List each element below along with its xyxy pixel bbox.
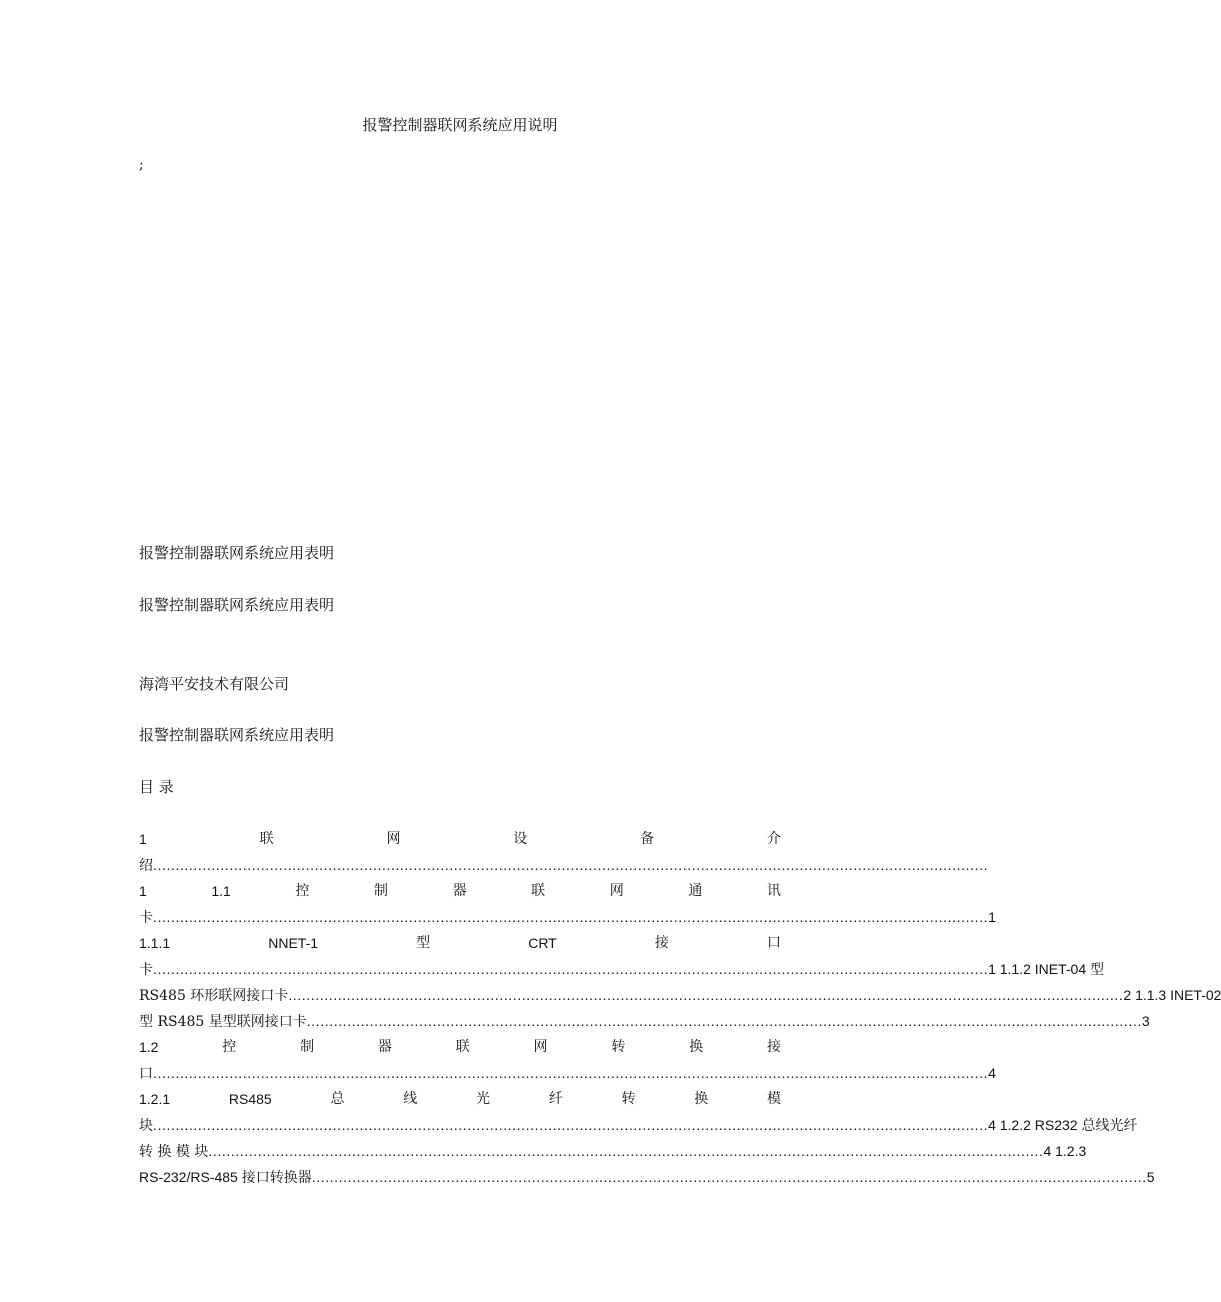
toc-start: 块	[139, 1118, 153, 1134]
toc-word: 制	[300, 1039, 315, 1055]
toc-line-10	[139, 1062, 996, 1084]
toc-word: 网	[533, 1039, 548, 1055]
toc-start: 口	[139, 1066, 153, 1082]
toc-start: 型 RS485 星型联网接口卡	[139, 1014, 307, 1030]
toc-page-number: 3	[1141, 1013, 1150, 1029]
toc-word: 器	[377, 1039, 392, 1055]
toc-word: 1.2.1	[139, 1091, 171, 1107]
toc-dots: ..........................................................................................................................................................................................	[153, 1065, 989, 1081]
toc-word: 控	[295, 883, 310, 899]
toc-word: 换	[694, 1091, 709, 1107]
toc-word: NNET-1	[268, 935, 319, 951]
toc-line-5	[139, 932, 781, 954]
toc-title: 目 录	[139, 778, 174, 796]
toc-dots: ..........................................................................................................................................................................................	[153, 857, 989, 873]
toc-word: 总	[330, 1091, 345, 1107]
toc-word: 接	[766, 1039, 781, 1055]
heading-3: 报警控制器联网系统应用表明	[139, 726, 335, 744]
toc-word: 设	[513, 831, 528, 847]
toc-line-2	[139, 854, 989, 876]
toc-word: 转	[621, 1091, 636, 1107]
toc-start: RS-232/RS-485 接口转换器	[139, 1169, 312, 1185]
toc-word: 光	[475, 1091, 490, 1107]
toc-start: RS485 环形联网接口卡	[139, 988, 289, 1004]
toc-dots: ..........................................................................................................................................................................................	[153, 1117, 989, 1133]
toc-word: 网	[386, 831, 401, 847]
toc-line-13	[139, 1140, 1087, 1162]
toc-word: 模	[766, 1091, 781, 1107]
toc-line-7	[139, 984, 1221, 1006]
stray-semicolon: ;	[139, 157, 144, 173]
toc-word: 1.1.1	[139, 935, 171, 951]
toc-word: 转	[611, 1039, 626, 1055]
toc-dots: ..........................................................................................................................................................................................	[306, 1013, 1142, 1029]
toc-word: 联	[455, 1039, 470, 1055]
document-title: 报警控制器联网系统应用说明	[362, 116, 558, 134]
toc-page-number: 4	[988, 1065, 996, 1081]
heading-1: 报警控制器联网系统应用表明	[139, 544, 335, 562]
toc-line-14	[139, 1166, 1155, 1188]
toc-word: 联	[259, 831, 274, 847]
company-name: 海湾平安技术有限公司	[139, 675, 290, 693]
toc-dots: ..........................................................................................................................................................................................	[153, 961, 989, 977]
toc-page-number: 5	[1146, 1169, 1155, 1185]
toc-word: 型	[416, 935, 431, 951]
toc-start: 绍	[139, 858, 153, 874]
toc-start: 转 换 模 块	[139, 1144, 209, 1160]
toc-word: 器	[452, 883, 467, 899]
toc-line-1	[139, 828, 781, 850]
toc-word: 通	[688, 883, 703, 899]
toc-line-11	[139, 1088, 781, 1110]
toc-word: 网	[609, 883, 624, 899]
toc-line-6	[139, 958, 1105, 980]
toc-word: 制	[374, 883, 388, 899]
toc-line-9	[139, 1036, 781, 1058]
toc-word: 1	[139, 831, 147, 847]
toc-word: 纤	[548, 1091, 563, 1107]
toc-start: 卡	[139, 962, 153, 978]
toc-line-4	[139, 906, 996, 928]
toc-line-12	[139, 1114, 1138, 1136]
toc-line-3	[139, 880, 781, 902]
toc-word: 备	[640, 831, 655, 847]
toc-word: 接	[654, 935, 669, 951]
toc-word: 口	[766, 935, 781, 951]
toc-dots: ..........................................................................................................................................................................................	[311, 1169, 1147, 1185]
toc-word: 介	[766, 831, 781, 847]
toc-word: RS485	[228, 1091, 272, 1107]
toc-word: 联	[531, 883, 546, 899]
toc-start: 卡	[139, 910, 153, 926]
toc-word: 控	[222, 1039, 237, 1055]
toc-page-number: 1	[988, 909, 996, 925]
toc-word: 讯	[766, 883, 781, 899]
toc-continuation: 1 1.1.2 INET-04 型	[988, 961, 1105, 977]
toc-word: CRT	[528, 935, 557, 951]
toc-word: 1	[139, 883, 147, 899]
toc-word: 1.1	[211, 883, 231, 899]
toc-word: 换	[689, 1039, 704, 1055]
toc-word: 1.2	[139, 1039, 159, 1055]
toc-dots: ..........................................................................................................................................................................................	[153, 909, 989, 925]
heading-2: 报警控制器联网系统应用表明	[139, 596, 335, 614]
toc-dots: ..........................................................................................................................................................................................	[288, 987, 1124, 1003]
toc-continuation: 4 1.2.2 RS232 总线光纤	[988, 1117, 1138, 1133]
toc-continuation: 2 1.1.3 INET-02	[1123, 987, 1221, 1003]
toc-word: 线	[403, 1091, 418, 1107]
toc-dots: ..........................................................................................................................................................................................	[208, 1143, 1044, 1159]
toc-continuation: 4 1.2.3	[1043, 1143, 1087, 1159]
toc-line-8	[139, 1010, 1150, 1032]
